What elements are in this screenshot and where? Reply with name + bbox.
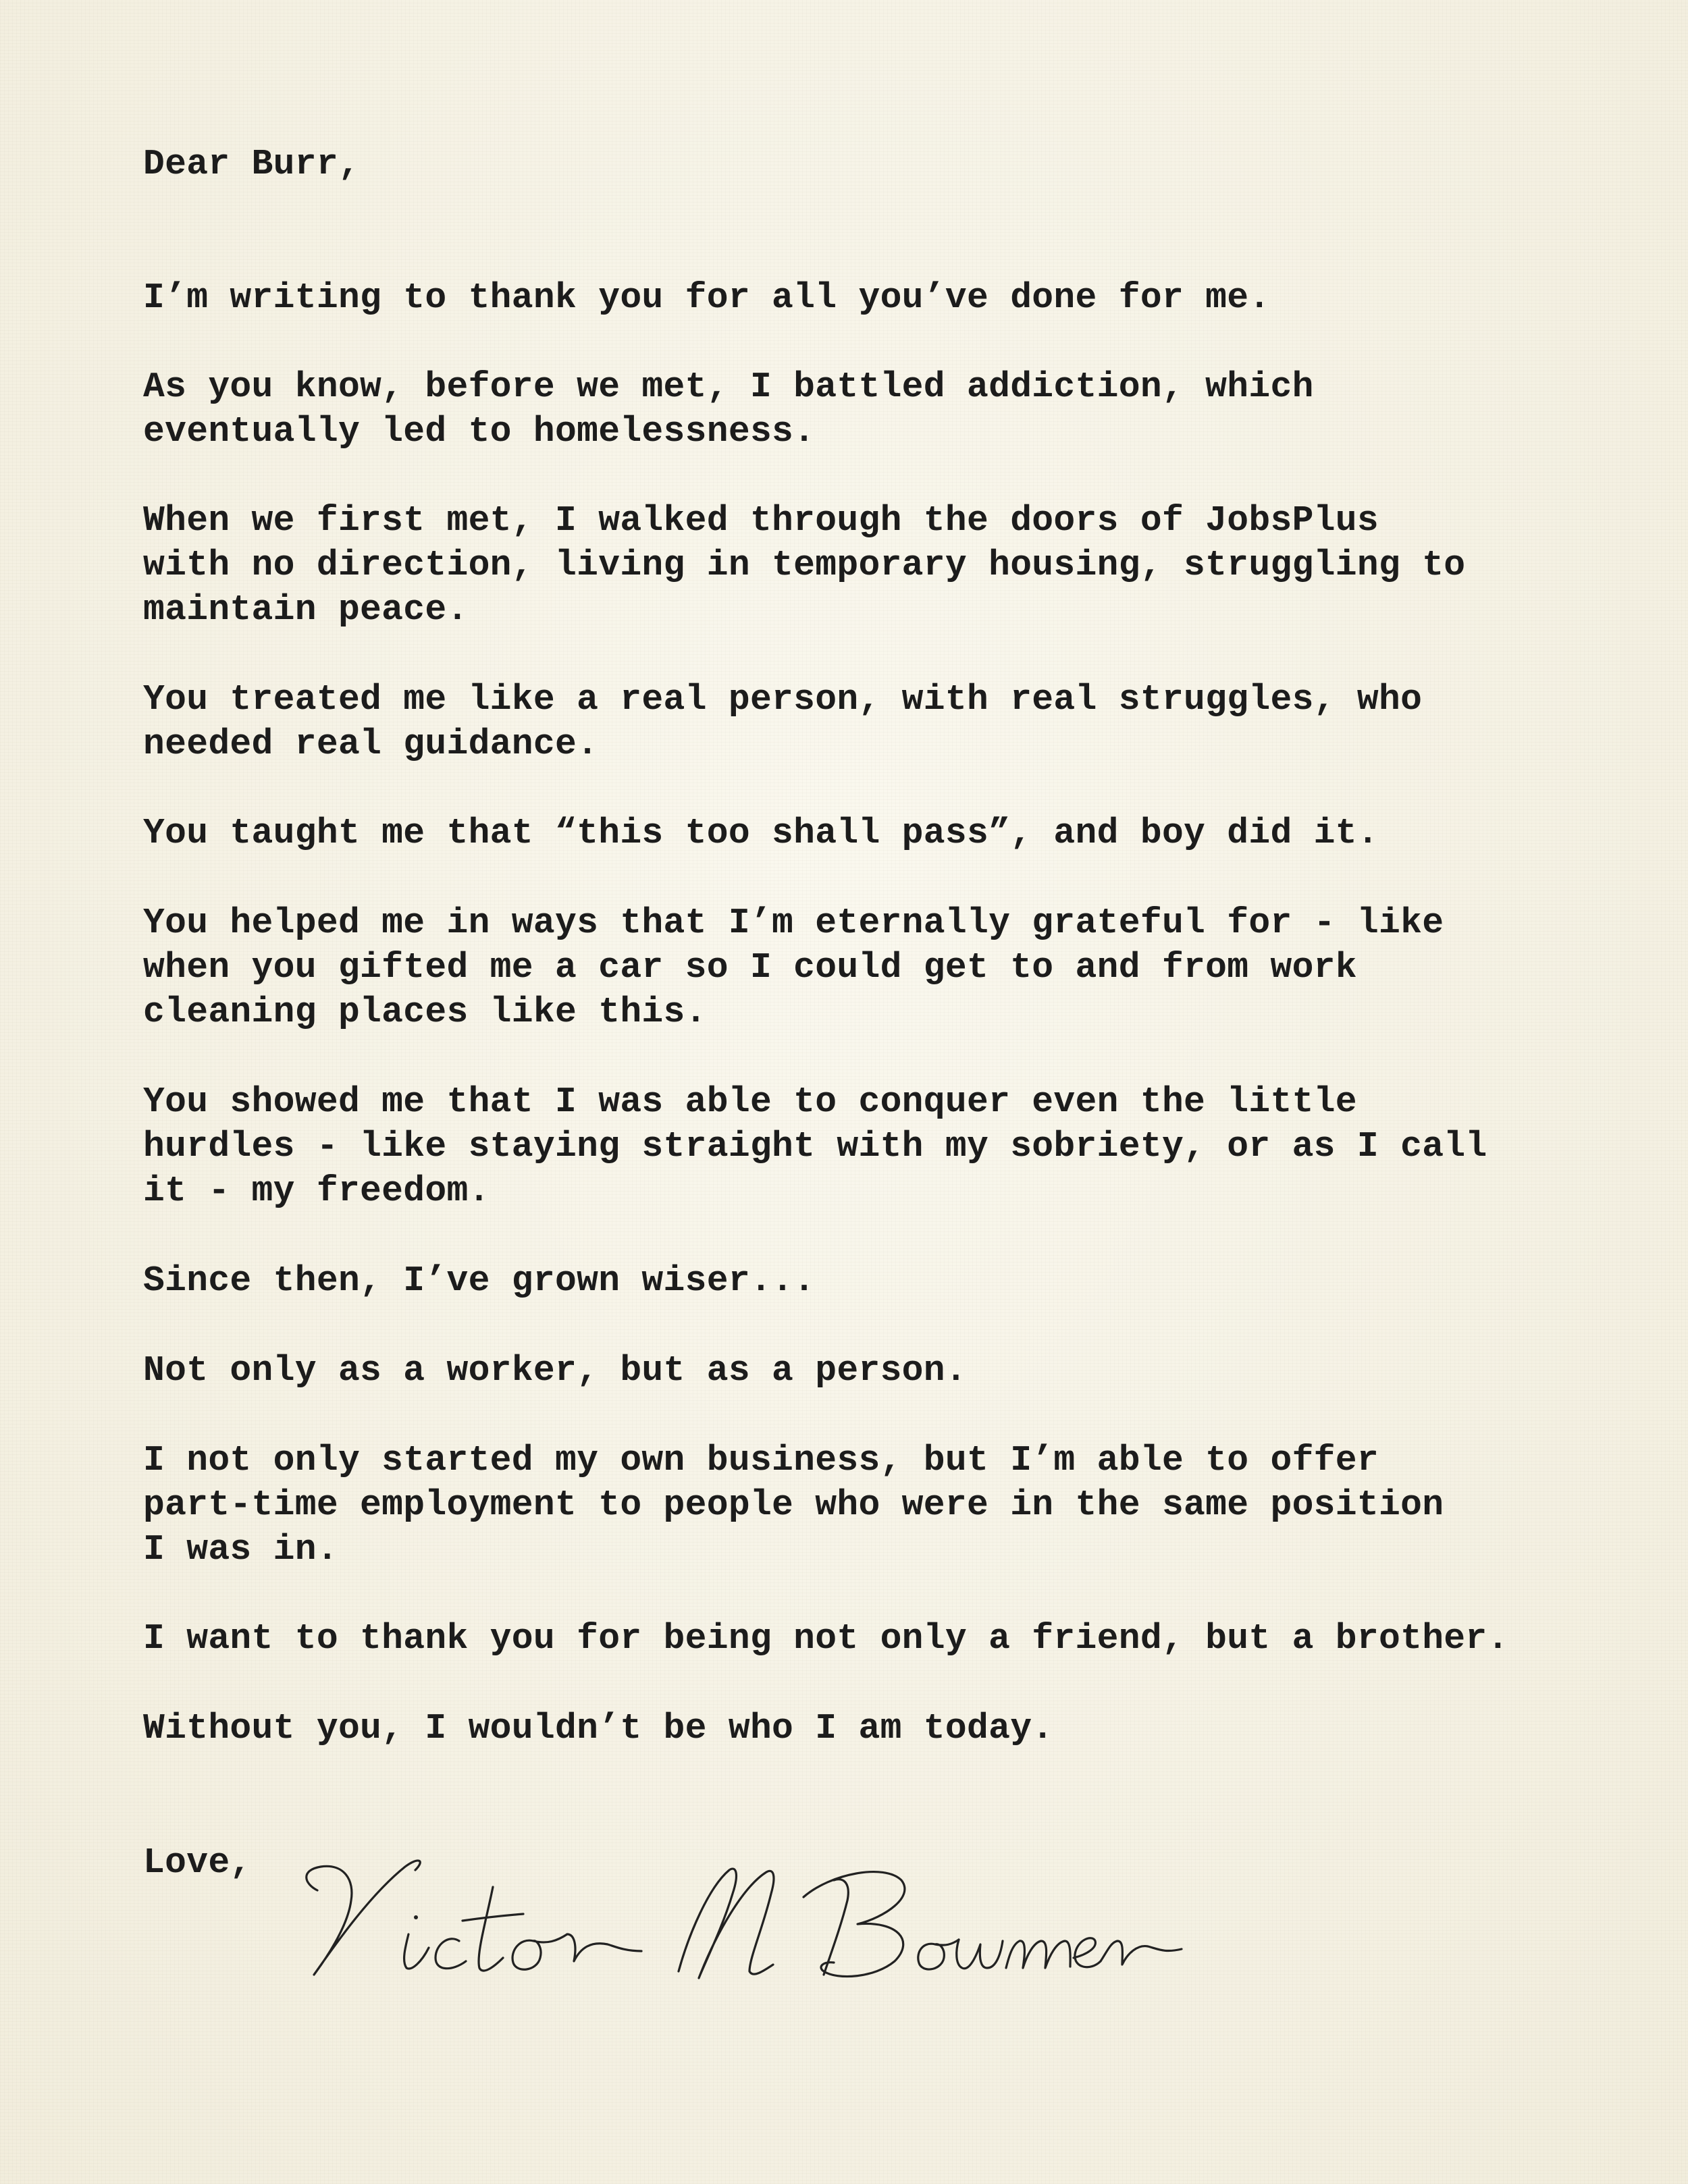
paragraph-line: it - my freedom. xyxy=(143,1171,490,1211)
paragraph-line: with no direction, living in temporary housing, struggling to xyxy=(143,545,1466,585)
paragraph-line: maintain peace. xyxy=(143,589,469,630)
paragraph-line: You helped me in ways that I’m eternally grateful for - like xyxy=(143,903,1444,943)
paragraph-line: cleaning places like this. xyxy=(143,992,707,1032)
paragraph-line: As you know, before we met, I battled addiction, which xyxy=(143,367,1314,407)
paragraph-line: Since then, I’ve grown wiser... xyxy=(143,1260,816,1301)
paragraph-line: You showed me that I was able to conquer even the little xyxy=(143,1082,1357,1122)
paragraph-line: I not only started my own business, but I’m able to offer xyxy=(143,1440,1379,1481)
paragraph-line: I was in. xyxy=(143,1529,338,1570)
paragraph-line: You taught me that “this too shall pass”, and boy did it. xyxy=(143,813,1379,853)
paragraph-line: You treated me like a real person, with real struggles, who xyxy=(143,679,1423,720)
signature xyxy=(290,1833,1202,2002)
paragraph-line: needed real guidance. xyxy=(143,724,599,764)
paragraph-line: When we first met, I walked through the doors of JobsPlus xyxy=(143,500,1379,541)
paragraph-line: I’m writing to thank you for all you’ve done for me. xyxy=(143,277,1271,318)
closing: Love, xyxy=(143,1842,252,1883)
paragraph-line: Without you, I wouldn’t be who I am today. xyxy=(143,1708,1054,1749)
paragraph-line: I want to thank you for being not only a friend, but a brother. xyxy=(143,1618,1509,1659)
paragraph-line: eventually led to homelessness. xyxy=(143,411,816,452)
greeting: Dear Burr, xyxy=(143,144,361,184)
paragraph-line: when you gifted me a car so I could get to and from work xyxy=(143,947,1357,988)
paragraph-line: Not only as a worker, but as a person. xyxy=(143,1350,967,1391)
paragraph-line: hurdles - like staying straight with my sobriety, or as I call xyxy=(143,1126,1487,1167)
paragraph-line: part-time employment to people who were in the same position xyxy=(143,1485,1444,1525)
signature-drawing xyxy=(290,1833,1202,2002)
